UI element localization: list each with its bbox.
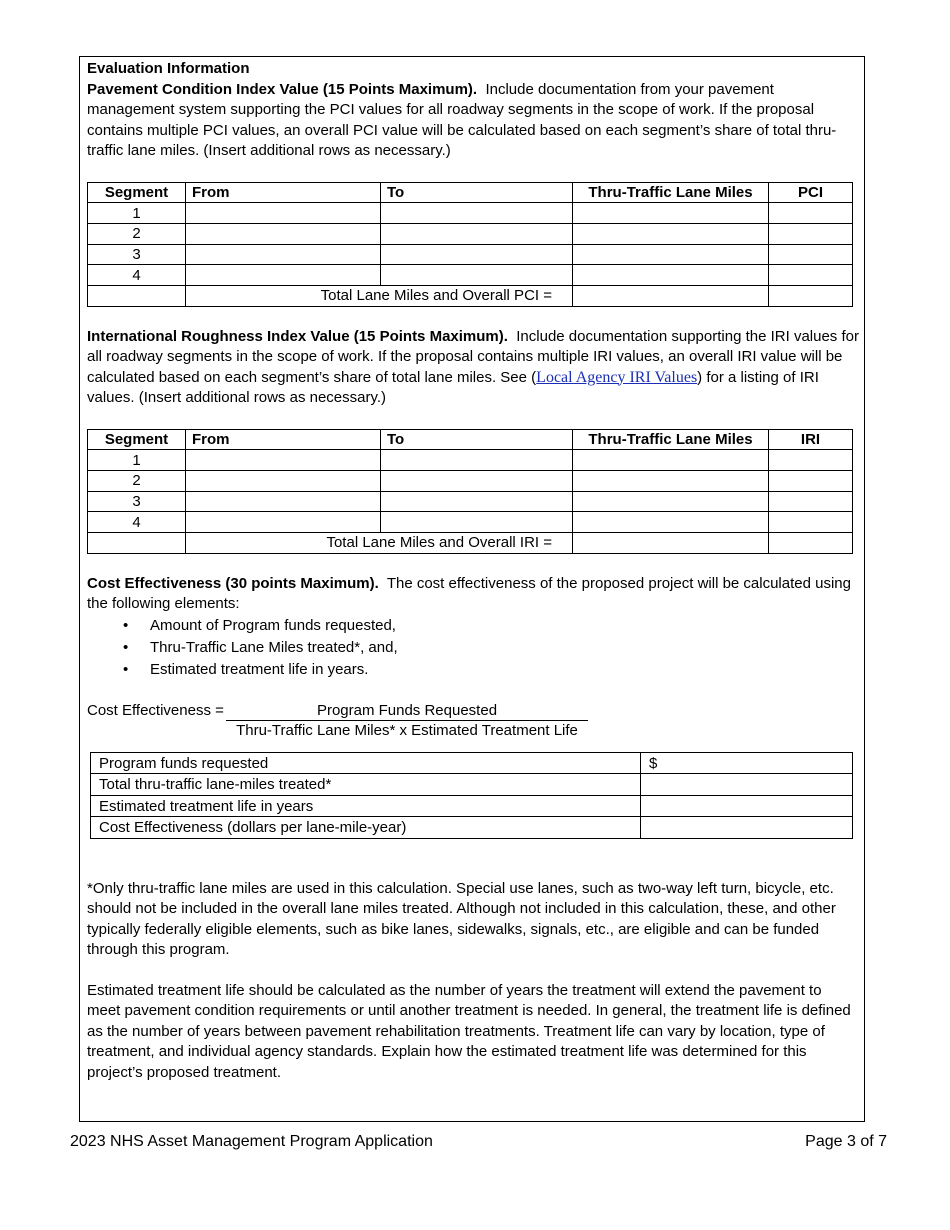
iri-header-segment: Segment: [88, 429, 186, 450]
segment-number: 4: [88, 512, 186, 533]
lane-miles-cell[interactable]: [573, 265, 769, 286]
iri-heading: International Roughness Index Value (15 Points Maximum).: [87, 327, 508, 345]
evaluation-section: [87, 59, 859, 1083]
formula-denominator: Thru-Traffic Lane Miles* x Estimated Treatment Life: [236, 721, 578, 739]
cost-row-value[interactable]: $: [641, 752, 853, 774]
iri-values-link[interactable]: Local Agency IRI Values: [536, 368, 698, 386]
pci-cell[interactable]: [769, 244, 853, 265]
cost-elements-list: [87, 615, 859, 681]
formula-label: Cost Effectiveness =: [87, 701, 224, 719]
lane-miles-note: *Only thru-traffic lane miles are used in this calculation. Special use lanes, such as two-way left turn, bicycle, etc. should not be included in the overall lane miles treated. Although not included in this calculation, these, and other typically federally eligible elements, such as bike lanes, sidewalks, signals, etc., are eligible and can be funded through this program.: [87, 879, 836, 959]
overall-pci-cell[interactable]: [769, 285, 853, 306]
total-lane-miles-cell[interactable]: [573, 533, 769, 554]
pci-text: Include documentation from your pavement management system supporting the PCI values for all roadway segments in the scope of work. If the proposal contains multiple PCI values, an overall PCI value will be calculated based on each segment’s share of total thru-traffic lane miles. (Insert additional rows as necessary.): [87, 80, 837, 159]
cost-heading: Cost Effectiveness (30 points Maximum).: [87, 574, 379, 592]
lane-miles-cell[interactable]: [573, 512, 769, 533]
table-row: [91, 752, 853, 774]
iri-total-row: [88, 533, 853, 554]
lane-miles-cell[interactable]: [573, 450, 769, 471]
table-row: [91, 795, 853, 817]
cost-row-label: Estimated treatment life in years: [91, 795, 641, 817]
table-row: [91, 817, 853, 839]
cost-paragraph: [87, 574, 859, 615]
to-cell[interactable]: [381, 223, 573, 244]
table-row: [88, 203, 853, 224]
cost-row-value[interactable]: [641, 774, 853, 796]
cost-row-value[interactable]: [641, 795, 853, 817]
table-row: [88, 223, 853, 244]
iri-text: Include documentation supporting the IRI values for all roadway segments in the scope of work. If the proposal contains multiple IRI values, an overall IRI value will be calculated based on each segment’s share of total lane miles. See (: [87, 327, 859, 386]
pci-table-header: [88, 182, 853, 203]
segment-number: 3: [88, 491, 186, 512]
from-cell[interactable]: [186, 450, 381, 471]
iri-cell[interactable]: [769, 512, 853, 533]
lane-miles-cell[interactable]: [573, 244, 769, 265]
iri-total-label: Total Lane Miles and Overall IRI =: [186, 533, 573, 554]
to-cell[interactable]: [381, 471, 573, 492]
pci-header-from: From: [186, 182, 381, 203]
table-row: [88, 265, 853, 286]
iri-table: [87, 429, 853, 554]
pci-paragraph: [87, 80, 859, 162]
segment-number: 1: [88, 450, 186, 471]
from-cell[interactable]: [186, 491, 381, 512]
to-cell[interactable]: [381, 244, 573, 265]
to-cell[interactable]: [381, 512, 573, 533]
from-cell[interactable]: [186, 223, 381, 244]
section-title: Evaluation Information: [87, 60, 250, 77]
footer-title: 2023 NHS Asset Management Program Application: [70, 1133, 433, 1150]
table-row: [91, 774, 853, 796]
list-item: • Amount of Program funds requested,: [150, 615, 859, 637]
lane-miles-cell[interactable]: [573, 203, 769, 224]
iri-table-header: [88, 429, 853, 450]
list-item: • Estimated treatment life in years.: [150, 659, 859, 681]
segment-number: 3: [88, 244, 186, 265]
cost-row-label: Cost Effectiveness (dollars per lane-mile-year): [91, 817, 641, 839]
table-row: [88, 244, 853, 265]
iri-header-lane-miles: Thru-Traffic Lane Miles: [573, 429, 769, 450]
segment-number: 2: [88, 471, 186, 492]
pci-total-row: [88, 285, 853, 306]
iri-cell[interactable]: [769, 491, 853, 512]
pci-cell[interactable]: [769, 223, 853, 244]
page-number: Page 3 of 7: [805, 1133, 887, 1150]
iri-cell[interactable]: [769, 471, 853, 492]
cost-row-label: Program funds requested: [91, 752, 641, 774]
to-cell[interactable]: [381, 265, 573, 286]
lane-miles-cell[interactable]: [573, 491, 769, 512]
iri-header-iri: IRI: [769, 429, 853, 450]
iri-header-from: From: [186, 429, 381, 450]
from-cell[interactable]: [186, 203, 381, 224]
empty-cell: [88, 285, 186, 306]
pci-table: [87, 182, 853, 307]
table-row: [88, 450, 853, 471]
iri-header-to: To: [381, 429, 573, 450]
segment-number: 4: [88, 265, 186, 286]
pci-heading: Pavement Condition Index Value (15 Points Maximum).: [87, 80, 478, 98]
lane-miles-cell[interactable]: [573, 223, 769, 244]
pci-total-label: Total Lane Miles and Overall PCI =: [186, 285, 573, 306]
cost-row-label: Total thru-traffic lane-miles treated*: [91, 774, 641, 796]
pci-header-segment: Segment: [88, 182, 186, 203]
table-row: [88, 512, 853, 533]
from-cell[interactable]: [186, 471, 381, 492]
to-cell[interactable]: [381, 450, 573, 471]
iri-text-end: ) for a listing of IRI values. (Insert additional rows as necessary.): [87, 368, 819, 407]
cost-text: The cost effectiveness of the proposed project will be calculated using the following elements:: [87, 574, 851, 613]
table-row: [88, 471, 853, 492]
to-cell[interactable]: [381, 203, 573, 224]
from-cell[interactable]: [186, 512, 381, 533]
pci-header-pci: PCI: [769, 182, 853, 203]
segment-number: 2: [88, 223, 186, 244]
treatment-life-paragraph: Estimated treatment life should be calculated as the number of years the treatment will extend the pavement to meet pavement condition requirements or until another treatment is needed. In general, the treatment life is defined as the number of years between pavement rehabilitation treatments. Treatment life can vary by location, type of treatment, and individual agency standards. Explain how the estimated treatment life was determined for this project’s proposed treatment.: [87, 981, 851, 1081]
iri-paragraph: [87, 327, 859, 409]
list-item: • Thru-Traffic Lane Miles treated*, and,: [150, 637, 859, 659]
cost-table: [90, 752, 853, 839]
segment-number: 1: [88, 203, 186, 224]
table-row: [88, 491, 853, 512]
iri-cell[interactable]: [769, 450, 853, 471]
from-cell[interactable]: [186, 244, 381, 265]
pci-header-to: To: [381, 182, 573, 203]
formula-numerator: Program Funds Requested: [226, 701, 588, 721]
lane-miles-cell[interactable]: [573, 471, 769, 492]
total-lane-miles-cell[interactable]: [573, 285, 769, 306]
empty-cell: [88, 533, 186, 554]
pci-cell[interactable]: [769, 203, 853, 224]
from-cell[interactable]: [186, 265, 381, 286]
pci-header-lane-miles: Thru-Traffic Lane Miles: [573, 182, 769, 203]
pci-cell[interactable]: [769, 265, 853, 286]
cost-row-value[interactable]: [641, 817, 853, 839]
to-cell[interactable]: [381, 491, 573, 512]
overall-iri-cell[interactable]: [769, 533, 853, 554]
cost-formula: [87, 701, 859, 742]
